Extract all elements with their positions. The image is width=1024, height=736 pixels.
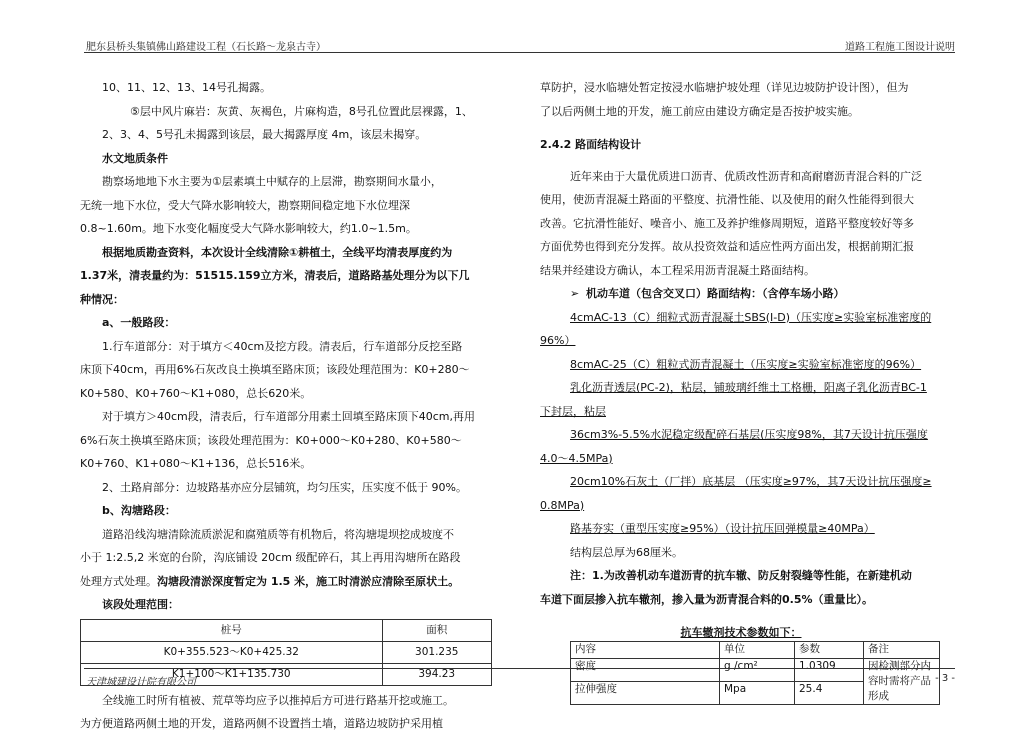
text-line (80, 570, 492, 594)
text-line: 无统一地下水位，受大气降水影响较大，勘察期间稳定地下水位埋深 (80, 198, 410, 212)
text-line: 1.37米，清表量约为：51515.159立方米，清表后，道路路基处理分为以下几 (80, 269, 470, 282)
text-line: 种情况： (80, 292, 124, 306)
table-header-row (571, 642, 940, 659)
anti-rutting-table-title: 抗车辙剂技术参数如下： (680, 626, 802, 639)
text-line: 96%） (540, 334, 576, 347)
table-cell: K1+100～K1+135.730 (81, 663, 383, 685)
left-column (80, 76, 492, 736)
text-fragment-bold: 沟塘段清淤深度暂定为 1.5 米，施工时清淤应清除至原状土。 (157, 574, 460, 588)
table-cell: K0+355.523～K0+425.32 (81, 641, 383, 663)
note-line: 注：1.为改善机动车道沥青的抗车辙、防反射裂缝等性能，在新建机动 (570, 569, 912, 582)
text-line: 使用，使沥青混凝土路面的平整度、抗滑性能、以及使用的耐久性能得到很大 (540, 193, 914, 206)
text-line: 为方便道路两侧土地的开发，道路两侧不设置挡土墙，道路边坡防护采用植 (80, 717, 443, 730)
text-line: 4.0～4.5MPa) (540, 451, 613, 465)
text-line: 结构层总厚为68厘米。 (570, 545, 683, 559)
text-line: 4cmAC-13（C）细粒式沥青混凝土SBS(I-D)（压实度≥实验室标准密度的 (570, 310, 932, 324)
header-document-title: 道路工程施工图设计说明 (845, 42, 955, 53)
table-cell: 拉伸强度 (571, 682, 720, 705)
text-line: 了以后两侧土地的开发，施工前应由建设方确定是否按护坡实施。 (540, 104, 859, 118)
arrow-bullet-icon: ➢ (570, 287, 580, 300)
table-cell: 301.235 (382, 641, 491, 663)
text-line: 该段处理范围： (102, 598, 179, 611)
text-fragment: 处理方式处理。 (80, 574, 157, 588)
text-fragment: 机动车道（包含交叉口）路面结构：（含停车场小路） (586, 287, 845, 300)
note-line: 车道下面层掺入抗车辙剂，掺入量为沥青混合料的0.5%（重量比）。 (540, 592, 874, 606)
text-line: 下封层，粘层 (540, 404, 606, 418)
text-line: 方面优势也得到充分发挥。故从投资效益和适应性两方面出发，根据前期汇报 (540, 240, 914, 253)
subsection-heading-general: a、一般路段： (102, 316, 176, 329)
text-line: 小于 1:2.5,2 米宽的台阶，沟底铺设 20cm 级配碎石，其上再用沟塘所在路段 (80, 551, 461, 564)
text-line: K0+760、K1+080～K1+136，总长516米。 (80, 457, 312, 470)
table-row (81, 641, 492, 663)
text-line: 床顶下40cm，再用6%石灰改良土换填至路床顶；该段处理范围为：K0+280～ (80, 363, 470, 376)
text-line: 2、土路肩部分：边坡路基亦应分层铺筑，均匀压实，压实度不低于 90%。 (102, 480, 467, 494)
text-line: 2、3、4、5号孔未揭露到该层，最大揭露厚度 4m，该层未揭穿。 (102, 128, 427, 141)
table-header-cell: 内容 (571, 642, 720, 659)
table-cell-note: 因检测部分内容时需将产品形成 (864, 659, 940, 705)
page-header (84, 34, 955, 53)
table-header-cell: 单位 (720, 642, 795, 659)
page-footer (84, 668, 955, 688)
text-line: 10、11、12、13、14号孔揭露。 (102, 81, 271, 94)
text-line: 0.8~1.60m。地下水变化幅度受大气降水影响较大，约1.0~1.5m。 (80, 222, 417, 235)
section-heading-hydrogeology: 水文地质条件 (102, 151, 168, 165)
text-line: 乳化沥青透层(PC-2)，粘层，铺玻璃纤维土工格栅，阳离子乳化沥青BC-1 (570, 381, 927, 394)
table-cell: 1.0309 (795, 659, 864, 682)
text-line: 近年来由于大量优质进口沥青、优质改性沥青和高耐磨沥青混合料的广泛 (570, 169, 922, 183)
text-line: 草防护，浸水临塘处暂定按浸水临塘护坡处理（详见边坡防护设计图），但为 (540, 81, 909, 94)
section-heading-pavement: 2.4.2 路面结构设计 (540, 138, 642, 151)
text-line: K0+580、K0+760～K1+080，总长620米。 (80, 386, 312, 400)
text-line: 改善。它抗滑性能好、噪音小、施工及养护维修周期短，道路平整度较好等多 (540, 216, 914, 230)
table-cell: 密度 (571, 659, 720, 682)
table-cell: 394.23 (382, 663, 491, 685)
pavement-structure-heading (540, 282, 942, 306)
text-line: 对于填方＞40cm段，清表后，行车道部分用素土回填至路床顶下40cm,再用 (102, 410, 476, 423)
text-line: 道路沿线沟塘清除流质淤泥和腐殖质等有机物后，将沟塘堤坝挖成坡度不 (102, 527, 454, 541)
table-header-cell: 参数 (795, 642, 864, 659)
right-column (540, 76, 942, 705)
text-line: 全线施工时所有植被、荒草等均应予以推掉后方可进行路基开挖或施工。 (102, 693, 454, 707)
text-line: 勘察场地地下水主要为①层素填土中赋存的上层滞，勘察期间水量小， (102, 175, 442, 188)
table-cell: g /cm² (720, 659, 795, 682)
table-header-cell: 面积 (382, 619, 491, 641)
text-line: 结果并经建设方确认，本工程采用沥青混凝土路面结构。 (540, 263, 815, 277)
page-number: - 3 - (935, 673, 955, 684)
text-line: 1.行车道部分：对于填方＜40cm及挖方段。清表后，行车道部分反挖至路 (102, 339, 463, 353)
text-line: 6%石灰土换填至路床顶；该段处理范围为：K0+000～K0+280、K0+580～ (80, 433, 462, 447)
text-line: 路基夯实（重型压实度≥95%）（设计抗压回弹模量≥40MPa） (570, 522, 875, 535)
footer-company-name: 天津城建设计院有限公司 (86, 677, 196, 688)
table-cell: 25.4 (795, 682, 864, 705)
text-line: 36cm3%-5.5%水泥稳定级配碎石基层(压实度98%，其7天设计抗压强度 (570, 428, 928, 441)
table-header-cell: 桩号 (81, 619, 383, 641)
text-line: 根据地质勘查资料，本次设计全线清除①耕植土，全线平均清表厚度约为 (102, 245, 453, 259)
text-line: 8cmAC-25（C）粗粒式沥青混凝土（压实度≥实验室标准密度的96%） (570, 357, 922, 371)
text-line: 0.8MPa) (540, 498, 585, 512)
text-line: 20cm10%石灰土（厂拌）底基层 （压实度≥97%，其7天设计抗压强度≥ (570, 475, 932, 488)
subsection-heading-pond: b、沟塘路段： (102, 504, 176, 517)
text-line: ⑤层中风片麻岩：灰黄、灰褐色，片麻构造，8号孔位置此层裸露，1、 (130, 104, 473, 118)
table-cell: Mpa (720, 682, 795, 705)
table-header-row (81, 619, 492, 641)
header-project-title: 肥东县桥头集镇佛山路建设工程（石长路～龙泉古寺） (86, 42, 326, 53)
table-header-cell: 备注 (864, 642, 940, 659)
